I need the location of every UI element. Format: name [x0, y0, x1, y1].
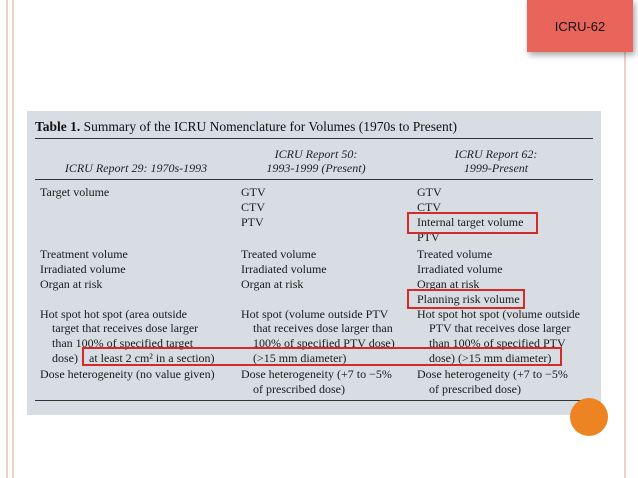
col3-organ: Organ at risk — [417, 277, 480, 291]
table-title-prefix: Table 1. — [35, 119, 81, 134]
highlight-hot-spot-diameter — [82, 347, 562, 366]
col2-ctv: CTV — [241, 200, 265, 214]
col3-itv: Internal target volume — [417, 215, 524, 229]
table-title-text: Summary of the ICRU Nomenclature for Volumes (1970s to Present) — [83, 119, 457, 134]
left-border-line — [6, 0, 8, 478]
left-border-line-inner — [12, 0, 14, 478]
col3-hetero-2: of prescribed dose) — [429, 382, 521, 396]
highlight-planning-risk-volume — [407, 289, 525, 309]
col3-hotspot-1: Hot spot hot spot (volume outside — [417, 307, 580, 321]
table-title — [35, 119, 457, 135]
col1-hotspot-1: Hot spot hot spot (area outside — [40, 307, 187, 321]
col2-hetero-1: Dose heterogeneity (+7 to −5% — [241, 367, 392, 381]
top-rule — [35, 138, 593, 139]
badge-label: ICRU-62 — [554, 18, 606, 34]
col2-treated: Treated volume — [241, 247, 317, 261]
decorative-orange-circle — [570, 398, 608, 436]
col2-hotspot-1: Hot spot (volume outside PTV — [241, 307, 389, 321]
header-report-29: ICRU Report 29: 1970s-1993 — [64, 161, 208, 175]
col3-hetero-1: Dose heterogeneity (+7 to −5% — [417, 367, 568, 381]
highlight-internal-target-volume — [407, 212, 538, 234]
slide-badge — [527, 0, 633, 52]
col3-ctv: CTV — [417, 200, 441, 214]
col1-target: Target volume — [40, 185, 110, 199]
right-border-line — [624, 0, 626, 478]
col1-hotspot-2: target that receives dose larger — [52, 321, 199, 335]
col2-irradiated: Irradiated volume — [241, 262, 327, 276]
col1-hetero: Dose heterogeneity (no value given) — [40, 367, 215, 381]
col2-hetero-2: of prescribed dose) — [253, 382, 345, 396]
col1-treatment: Treatment volume — [40, 247, 128, 261]
col3-ptv: PTV — [417, 230, 440, 244]
col3-hotspot-3: than 100% of specified PTV — [429, 336, 566, 350]
col2-hotspot-3: 100% of specified PTV dose) — [253, 336, 395, 350]
col3-hotspot-4: dose) (>15 mm diameter) — [429, 351, 552, 365]
col2-hotspot-2: that receives dose larger than — [253, 321, 393, 335]
col3-hotspot-2: PTV that receives dose larger — [429, 321, 571, 335]
col2-hotspot-4: (>15 mm diameter) — [253, 351, 347, 365]
col1-organ: Organ at risk — [40, 277, 103, 291]
col3-irradiated: Irradiated volume — [417, 262, 503, 276]
col2-ptv: PTV — [241, 215, 264, 229]
col2-gtv: GTV — [241, 185, 266, 199]
header-report-62: ICRU Report 62: 1999-Present — [454, 147, 538, 175]
header-rule — [35, 179, 593, 180]
col2-organ: Organ at risk — [241, 277, 304, 291]
bottom-rule — [35, 400, 593, 401]
col1-hotspot-4b: at least 2 cm² in a section) — [89, 351, 215, 365]
col1-hotspot-4a: dose) — [52, 351, 78, 365]
col3-treated: Treated volume — [417, 247, 493, 261]
table-image — [27, 111, 601, 415]
col3-prv: Planning risk volume — [417, 292, 520, 306]
col1-irradiated: Irradiated volume — [40, 262, 126, 276]
col3-gtv: GTV — [417, 185, 442, 199]
col1-hotspot-3: than 100% of specified target — [52, 336, 194, 350]
header-report-50: ICRU Report 50: 1993-1999 (Present) — [266, 147, 366, 175]
